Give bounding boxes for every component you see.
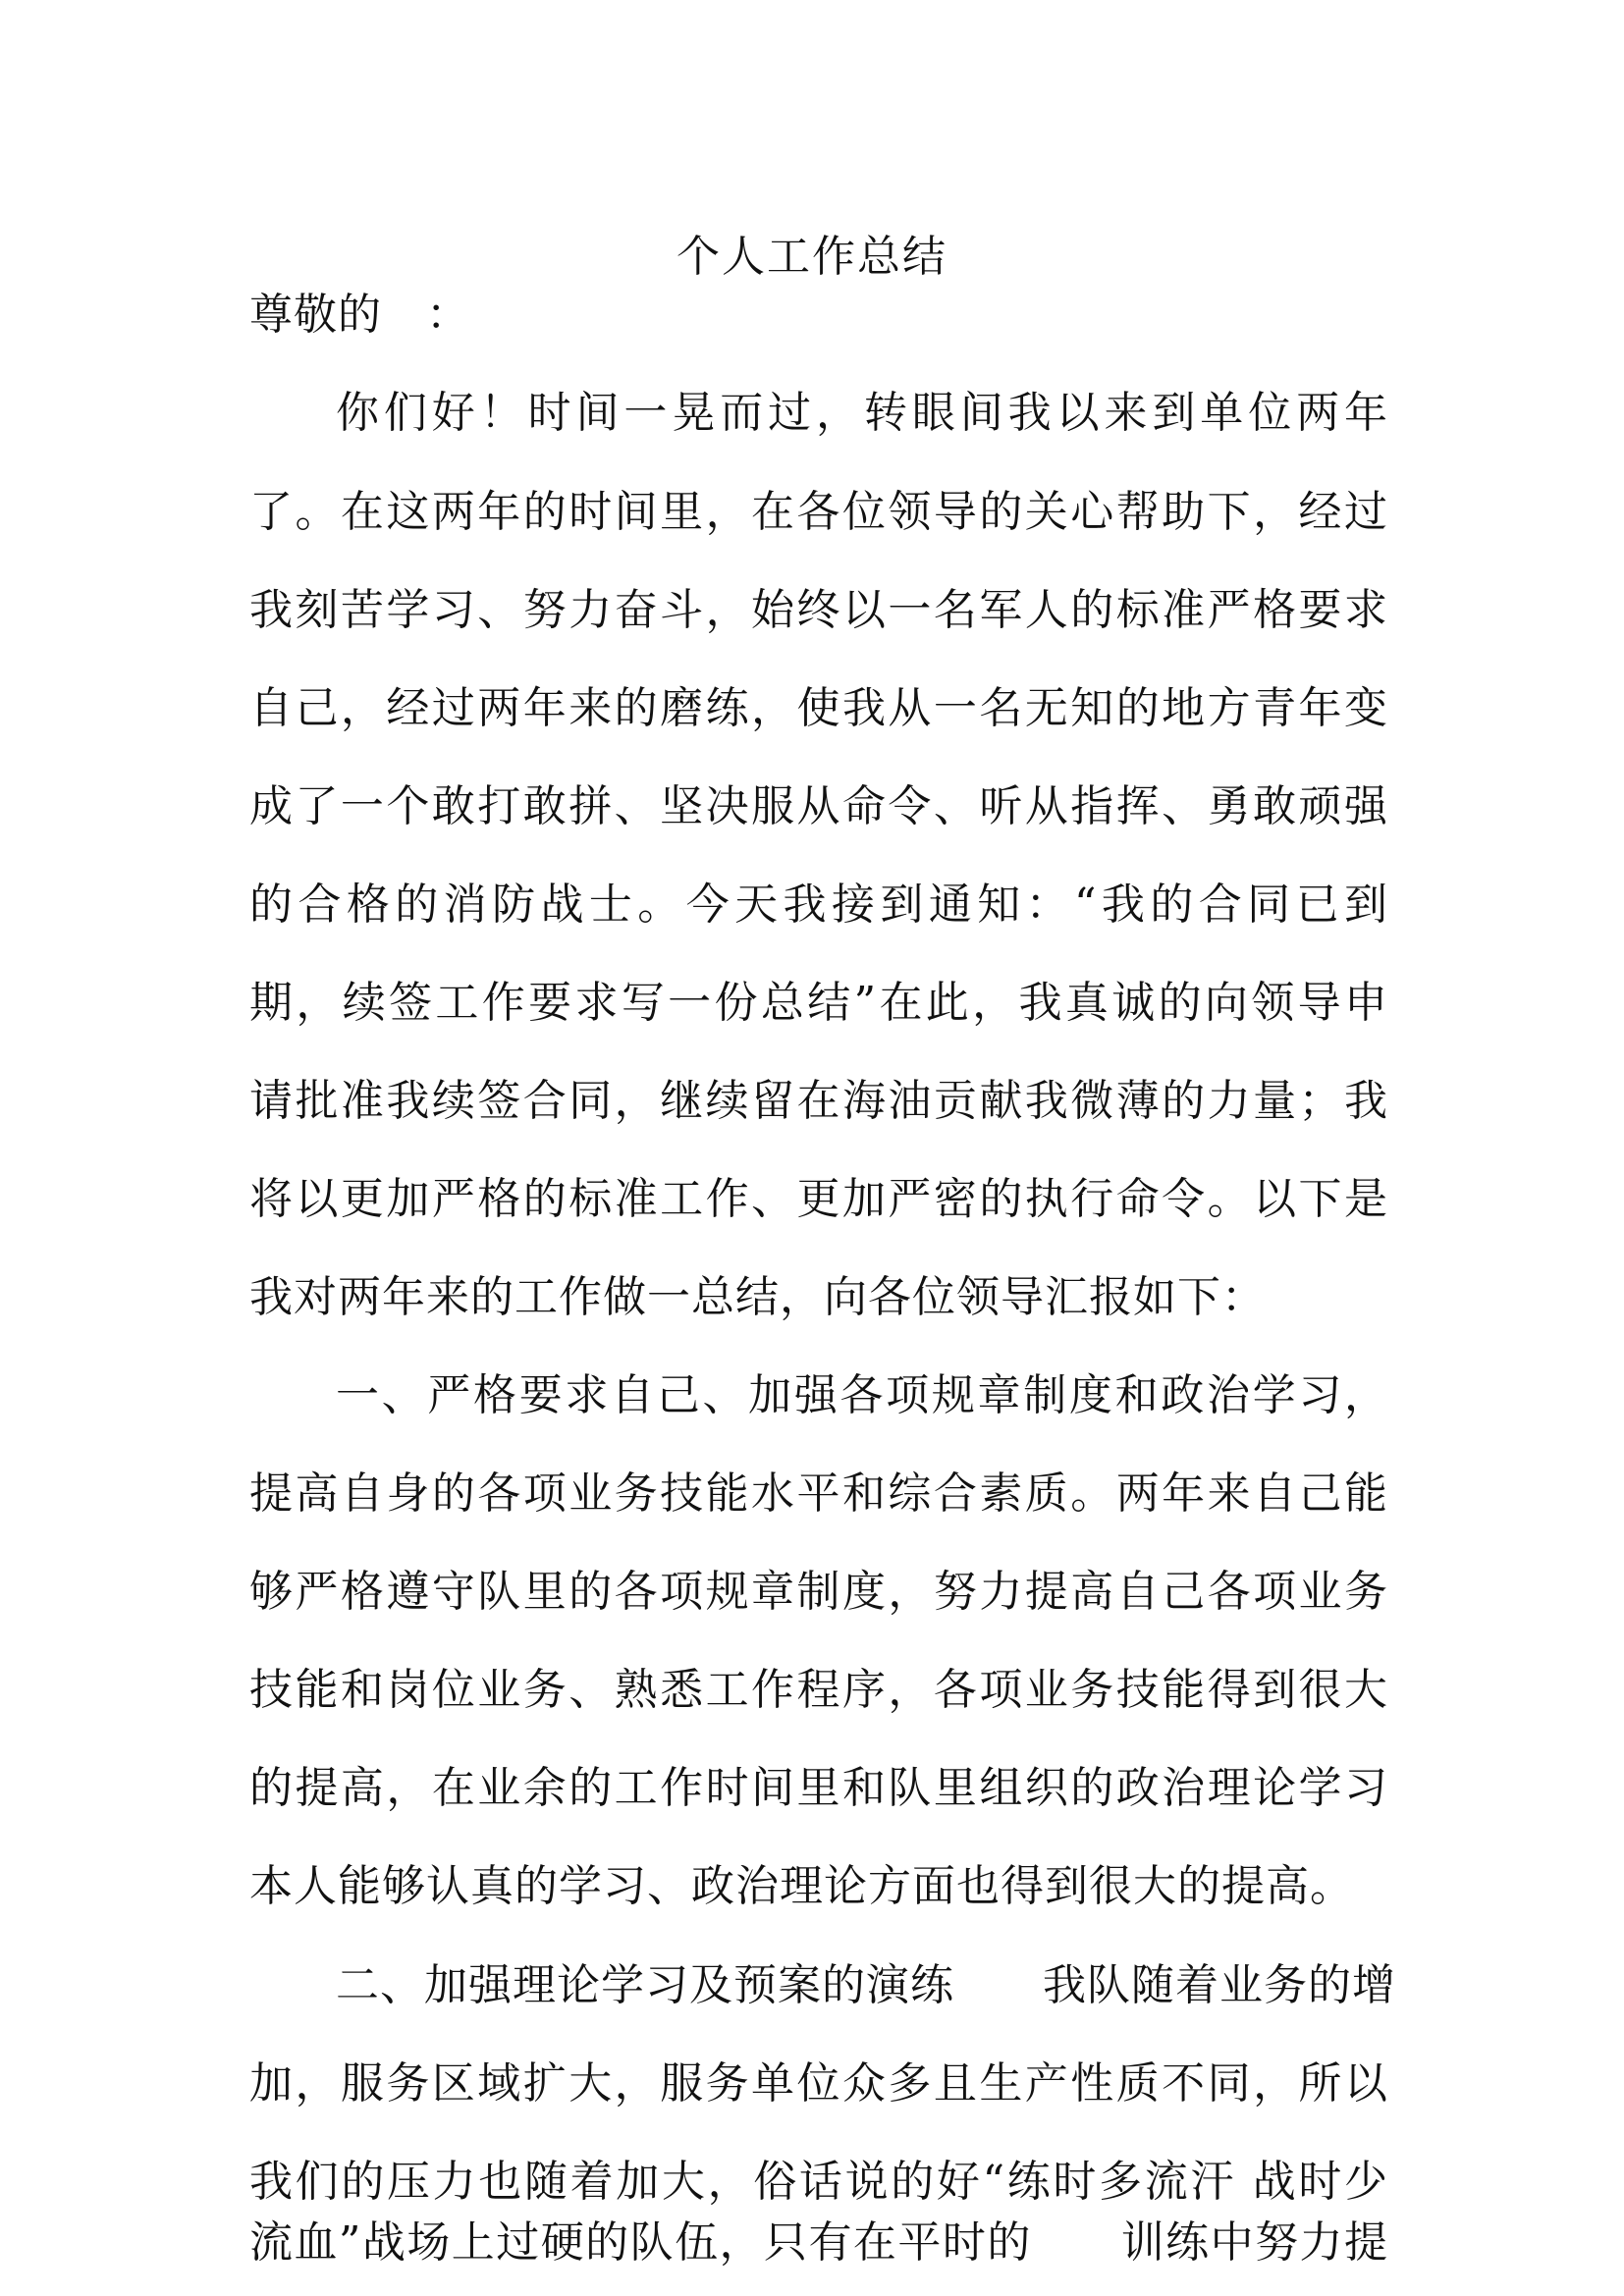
body-line: 我刻苦学习、努力奋斗，始终以一名军人的标准严格要求 <box>249 585 1388 635</box>
body-line: 的提高，在业余的工作时间里和队里组织的政治理论学习 <box>249 1763 1388 1813</box>
section-heading-line: 二、加强理论学习及预案的演练 我队随着业务的增 <box>336 1960 1396 2010</box>
body-line: 将以更加严格的标准工作、更加严密的执行命令。以下是 <box>249 1174 1388 1224</box>
body-line: 期，续签工作要求写一份总结”在此，我真诚的向领导申 <box>249 978 1388 1028</box>
body-line: 成了一个敢打敢拼、坚决服从命令、听从指挥、勇敢顽强 <box>249 781 1388 831</box>
body-line: 的合格的消防战士。今天我接到通知：“我的合同已到 <box>249 880 1388 930</box>
body-line: 自己，经过两年来的磨练，使我从一名无知的地方青年变 <box>249 683 1388 733</box>
body-line: 够严格遵守队里的各项规章制度，努力提高自己各项业务 <box>249 1567 1388 1617</box>
section-heading-line: 一、严格要求自己、加强各项规章制度和政治学习， <box>336 1370 1388 1420</box>
body-line: 我们的压力也随着加大，俗话说的好“练时多流汗 战时少 <box>249 2157 1388 2207</box>
body-line: 流血”战场上过硬的队伍，只有在平时的 训练中努力提 <box>249 2217 1388 2268</box>
document-title: 个人工作总结 <box>677 232 947 282</box>
body-line: 我对两年来的工作做一总结，向各位领导汇报如下： <box>249 1272 1266 1322</box>
body-line: 你们好！时间一晃而过，转眼间我以来到单位两年 <box>336 388 1388 438</box>
body-line: 本人能够认真的学习、政治理论方面也得到很大的提高。 <box>249 1861 1354 1911</box>
body-line: 提高自身的各项业务技能水平和综合素质。两年来自己能 <box>249 1468 1388 1519</box>
body-line: 请批准我续签合同，继续留在海油贡献我微薄的力量；我 <box>249 1076 1388 1126</box>
salutation-line: 尊敬的 ： <box>249 290 470 340</box>
body-line: 了。在这两年的时间里，在各位领导的关心帮助下，经过 <box>249 487 1388 537</box>
body-line: 加，服务区域扩大，服务单位众多且生产性质不同，所以 <box>249 2058 1388 2109</box>
body-line: 技能和岗位业务、熟悉工作程序，各项业务技能得到很大 <box>249 1665 1388 1715</box>
